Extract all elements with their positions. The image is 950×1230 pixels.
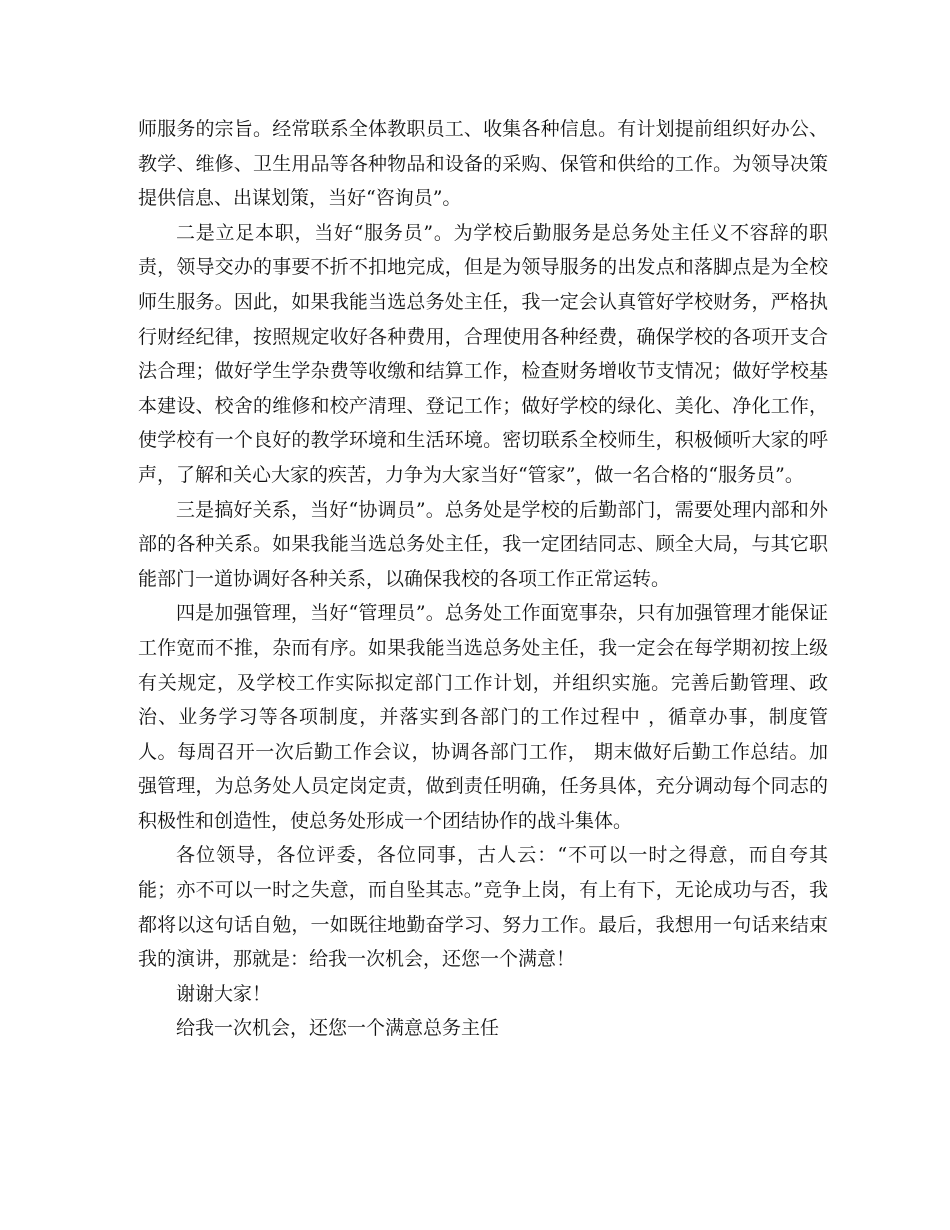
paragraph-coordination-role: 三是搞好关系，当好“协调员”。总务处是学校的后勤部门，需要处理内部和外部的各种关系。如果我能当选总务处主任，我一定团结同志、顾全大局，与其它职能部门一道协调好各种关系，以确保我校的各项工作正常运转。: [138, 498, 828, 590]
paragraph-title-line: 给我一次机会，还您一个满意总务主任: [176, 1017, 500, 1040]
paragraph-service-role: 二是立足本职，当好“服务员”。为学校后勤服务是总务处主任义不容辞的职责，领导交办的事要不折不扣地完成，但是为领导服务的出发点和落脚点是为全校师生服务。因此，如果我能当选总务处主任，我一定会认真管好学校财务，严格执行财经纪律，按照规定收好各种费用，合理使用各种经费，确保学校的各项开支合法合理；做好学生学杂费等收缴和结算工作，检查财务增收节支情况；做好学校基本建设、校舍的维修和校产清理、登记工作；做好学校的绿化、美化、净化工作，使学校有一个良好的教学环境和生活环境。密切联系全校师生，积极倾听大家的呼声，了解和关心大家的疾苦，力争为大家当好“管家”，做一名合格的“服务员”。: [138, 221, 828, 486]
paragraph-management-role: 四是加强管理，当好“管理员”。总务处工作面宽事杂，只有加强管理才能保证工作宽而不推，杂而有序。如果我能当选总务处主任，我一定会在每学期初按上级有关规定，及学校工作实际拟定部门工作计划，并组织实施。完善后勤管理、政治、业务学习等各项制度，并落实到各部门的工作过程中 ，循章办事，制度管人。每周召开一次后勤工作会议，协调各部门工作， 期末做好后勤工作总结。加强管理，为总务处人员定岗定责，做到责任明确，任务具体，充分调动每个同志的积极性和创造性，使总务处形成一个团结协作的战斗集体。: [138, 602, 828, 832]
paragraph-continuation: 师服务的宗旨。经常联系全体教职员工、收集各种信息。有计划提前组织好办公、教学、维修、卫生用品等各种物品和设备的采购、保管和供给的工作。为领导决策提供信息、出谋划策，当好“咨询员”。: [138, 118, 828, 210]
paragraph-thanks: 谢谢大家！: [176, 982, 272, 1005]
document-body: [138, 112, 828, 1046]
paragraph-closing-remarks: 各位领导，各位评委，各位同事，古人云：“不可以一时之得意，而自夸其能；亦不可以一时之失意，而自坠其志。”竞争上岗，有上有下，无论成功与否，我都将以这句话自勉，一如既往地勤奋学习、努力工作。最后，我想用一句话来结束我的演讲，那就是：给我一次机会，还您一个满意！: [138, 844, 828, 971]
